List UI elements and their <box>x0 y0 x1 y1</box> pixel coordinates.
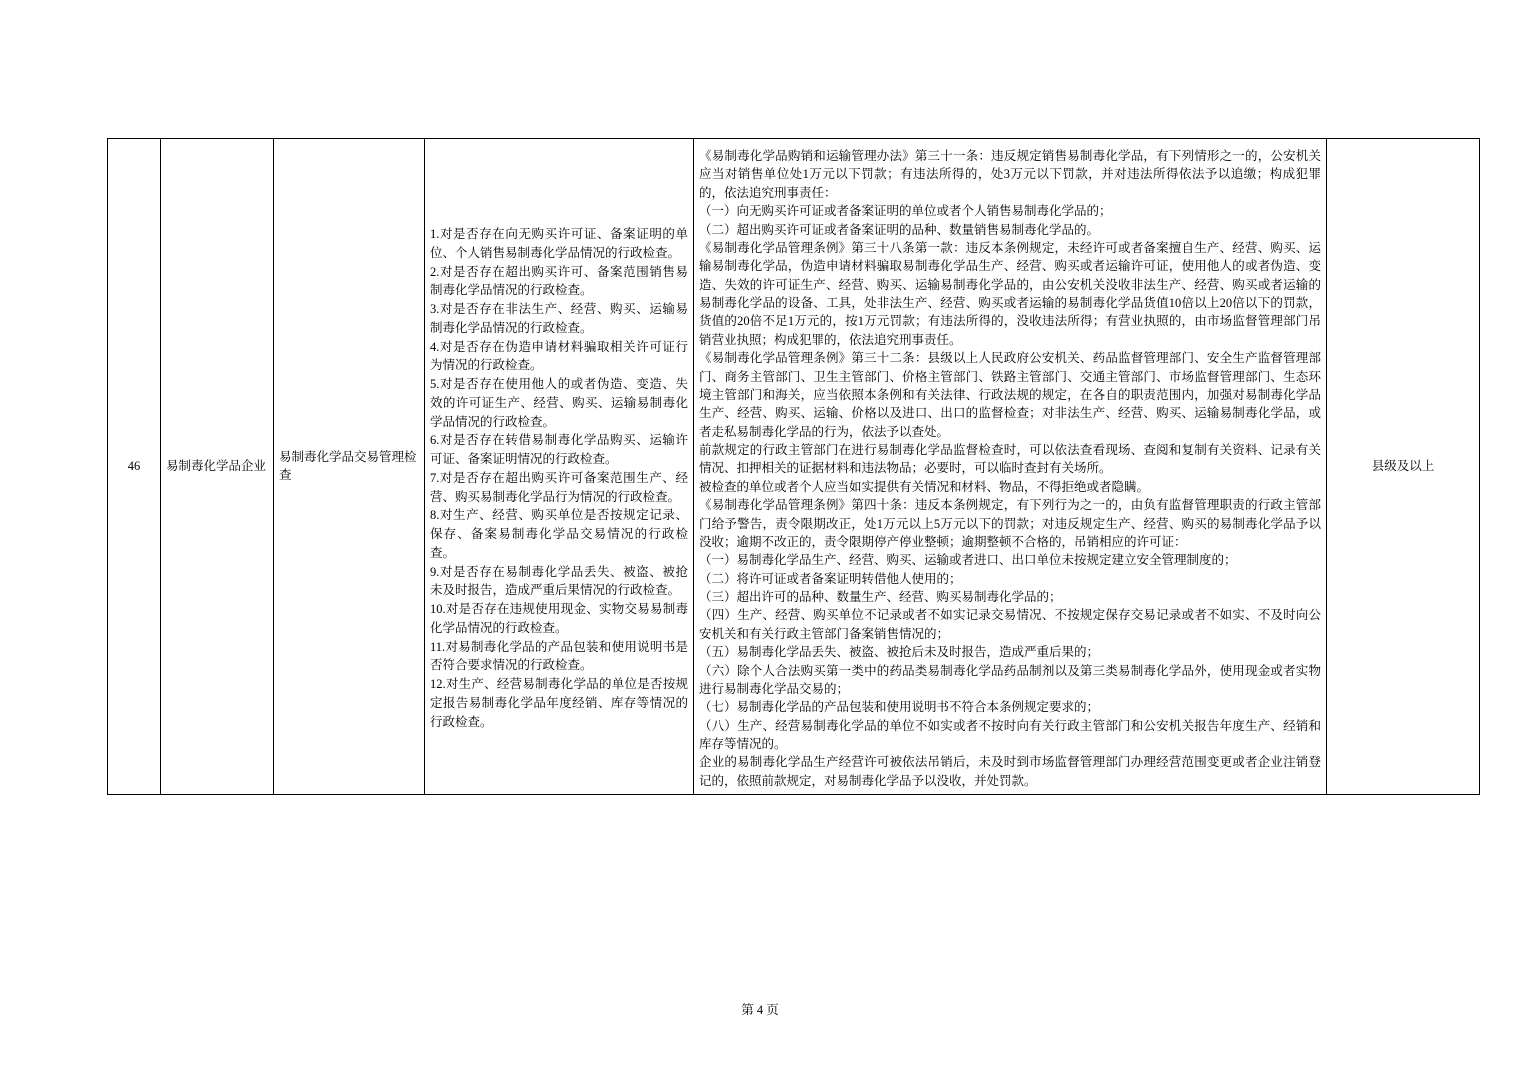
cell-inspection-content <box>425 139 694 795</box>
cell-authority-level: 县级及以上 <box>1327 139 1480 795</box>
legal-basis-paragraph: 《易制毒化学品购销和运输管理办法》第三十一条：违反规定销售易制毒化学品，有下列情形之一的，公安机关应当对销售单位处1万元以下罚款；有违法所得的，处3万元以下罚款，并对违法所得依法予以追缴；构成犯罪的，依法追究刑事责任： <box>699 149 1321 200</box>
legal-basis-paragraph: （一）易制毒化学品生产、经营、购买、运输或者进口、出口单位未按规定建立安全管理制度的； <box>699 553 1237 568</box>
table-row <box>108 139 1480 795</box>
cell-legal-basis <box>694 139 1327 795</box>
inspection-content-item: 12.对生产、经营易制毒化学品的单位是否按规定报告易制毒化学品年度经销、库存等情况的行政检查。 <box>430 677 688 729</box>
inspection-content-item: 10.对是否存在违规使用现金、实物交易易制毒化学品情况的行政检查。 <box>430 602 688 635</box>
inspection-content-item: 3.对是否存在非法生产、经营、购买、运输易制毒化学品情况的行政检查。 <box>430 302 688 335</box>
inspection-content-item: 8.对生产、经营、购买单位是否按规定记录、保存、备案易制毒化学品交易情况的行政检查。 <box>430 508 688 560</box>
legal-basis-paragraph: 《易制毒化学品管理条例》第四十条：违反本条例规定，有下列行为之一的，由负有监督管理职责的行政主管部门给予警告，责令限期改正，处1万元以上5万元以下的罚款；对违反规定生产、经营、购买的易制毒化学品予以没收；逾期不改正的，责令限期停产停业整顿；逾期整顿不合格的，吊销相应的许可证： <box>699 498 1321 549</box>
inspection-content-item: 7.对是否存在超出购买许可备案范围生产、经营、购买易制毒化学品行为情况的行政检查。 <box>430 470 688 504</box>
regulation-table <box>107 138 1480 795</box>
legal-basis-paragraph: （八）生产、经营易制毒化学品的单位不如实或者不按时向有关行政主管部门和公安机关报告年度生产、经销和库存等情况的。 <box>699 718 1321 751</box>
cell-index: 46 <box>108 139 161 795</box>
legal-basis-list <box>699 147 1321 790</box>
legal-basis-paragraph: 企业的易制毒化学品生产经营许可被依法吊销后，未及时到市场监督管理部门办理经营范围变更或者企业注销登记的，依照前款规定，对易制毒化学品予以没收，并处罚款。 <box>699 755 1321 788</box>
inspection-content-item: 4.对是否存在伪造申请材料骗取相关许可证行为情况的行政检查。 <box>430 339 688 373</box>
legal-basis-paragraph: （六）除个人合法购买第一类中的药品类易制毒化学品药品制剂以及第三类易制毒化学品外，使用现金或者实物进行易制毒化学品交易的； <box>699 663 1321 696</box>
cell-inspection-item: 易制毒化学品交易管理检查 <box>274 139 425 795</box>
legal-basis-paragraph: （七）易制毒化学品的产品包装和使用说明书不符合本条例规定要求的； <box>699 700 1100 715</box>
legal-basis-paragraph: （一）向无购买许可证或者备案证明的单位或者个人销售易制毒化学品的； <box>699 204 1112 219</box>
inspection-content-item: 11.对易制毒化学品的产品包装和使用说明书是否符合要求情况的行政检查。 <box>430 639 688 673</box>
inspection-content-item: 9.对是否存在易制毒化学品丢失、被盗、被抢未及时报告，造成严重后果情况的行政检查。 <box>430 564 688 598</box>
legal-basis-paragraph: （二）超出购买许可证或者备案证明的品种、数量销售易制毒化学品的。 <box>699 222 1100 237</box>
legal-basis-paragraph: （三）超出许可的品种、数量生产、经营、购买易制毒化学品的； <box>699 590 1062 604</box>
legal-basis-paragraph: 前款规定的行政主管部门在进行易制毒化学品监督检查时，可以依法查看现场、查阅和复制有关资料、记录有关情况、扣押相关的证据材料和违法物品；必要时，可以临时查封有关场所。 <box>699 443 1321 476</box>
inspection-content-item: 6.对是否存在转借易制毒化学品购买、运输许可证、备案证明情况的行政检查。 <box>430 433 688 466</box>
page-footer: 第 4 页 <box>741 1003 779 1017</box>
legal-basis-paragraph: （四）生产、经营、购买单位不记录或者不如实记录交易情况、不按规定保存交易记录或者不如实、不及时向公安机关和有关行政主管部门备案销售情况的； <box>699 608 1321 641</box>
inspection-content-item: 1.对是否存在向无购买许可证、备案证明的单位、个人销售易制毒化学品情况的行政检查。 <box>430 227 688 260</box>
cell-inspection-object: 易制毒化学品企业 <box>161 139 274 795</box>
legal-basis-paragraph: （五）易制毒化学品丢失、被盗、被抢后未及时报告，造成严重后果的； <box>699 645 1100 660</box>
inspection-content-list <box>430 225 688 731</box>
inspection-content-item: 2.对是否存在超出购买许可、备案范围销售易制毒化学品情况的行政检查。 <box>430 264 688 298</box>
legal-basis-paragraph: 《易制毒化学品管理条例》第三十二条：县级以上人民政府公安机关、药品监督管理部门、安全生产监督管理部门、商务主管部门、卫生主管部门、价格主管部门、铁路主管部门、交通主管部门、市场监督管理部门、生态环境主管部门和海关，应当依照本条例和有关法律、行政法规的规定，在各自的职责范围内，加强对易制毒化学品生产、经营、购买、运输、价格以及进口、出口的监督检查；对非法生产、经营、购买、运输易制毒化学品，或者走私易制毒化学品的行为，依法予以查处。 <box>699 351 1321 439</box>
legal-basis-paragraph: （二）将许可证或者备案证明转借他人使用的； <box>699 571 962 586</box>
inspection-content-item: 5.对是否存在使用他人的或者伪造、变造、失效的许可证生产、经营、购买、运输易制毒化学品情况的行政检查。 <box>430 377 688 429</box>
legal-basis-paragraph: 《易制毒化学品管理条例》第三十八条第一款：违反本条例规定，未经许可或者备案擅自生产、经营、购买、运输易制毒化学品，伪造申请材料骗取易制毒化学品生产、经营、购买或者运输许可证，使用他人的或者伪造、变造、失效的许可证生产、经营、购买、运输易制毒化学品的，由公安机关没收非法生产、经营、购买或者运输的易制毒化学品的设备、工具，处非法生产、经营、购买或者运输的易制毒化学品货值10倍以上20倍以下的罚款，货值的20倍不足1万元的，按1万元罚款；有违法所得的，没收违法所得；有营业执照的，由市场监督管理部门吊销营业执照；构成犯罪的，依法追究刑事责任。 <box>699 240 1321 347</box>
legal-basis-paragraph: 被检查的单位或者个人应当如实提供有关情况和材料、物品，不得拒绝或者隐瞒。 <box>699 479 1150 494</box>
